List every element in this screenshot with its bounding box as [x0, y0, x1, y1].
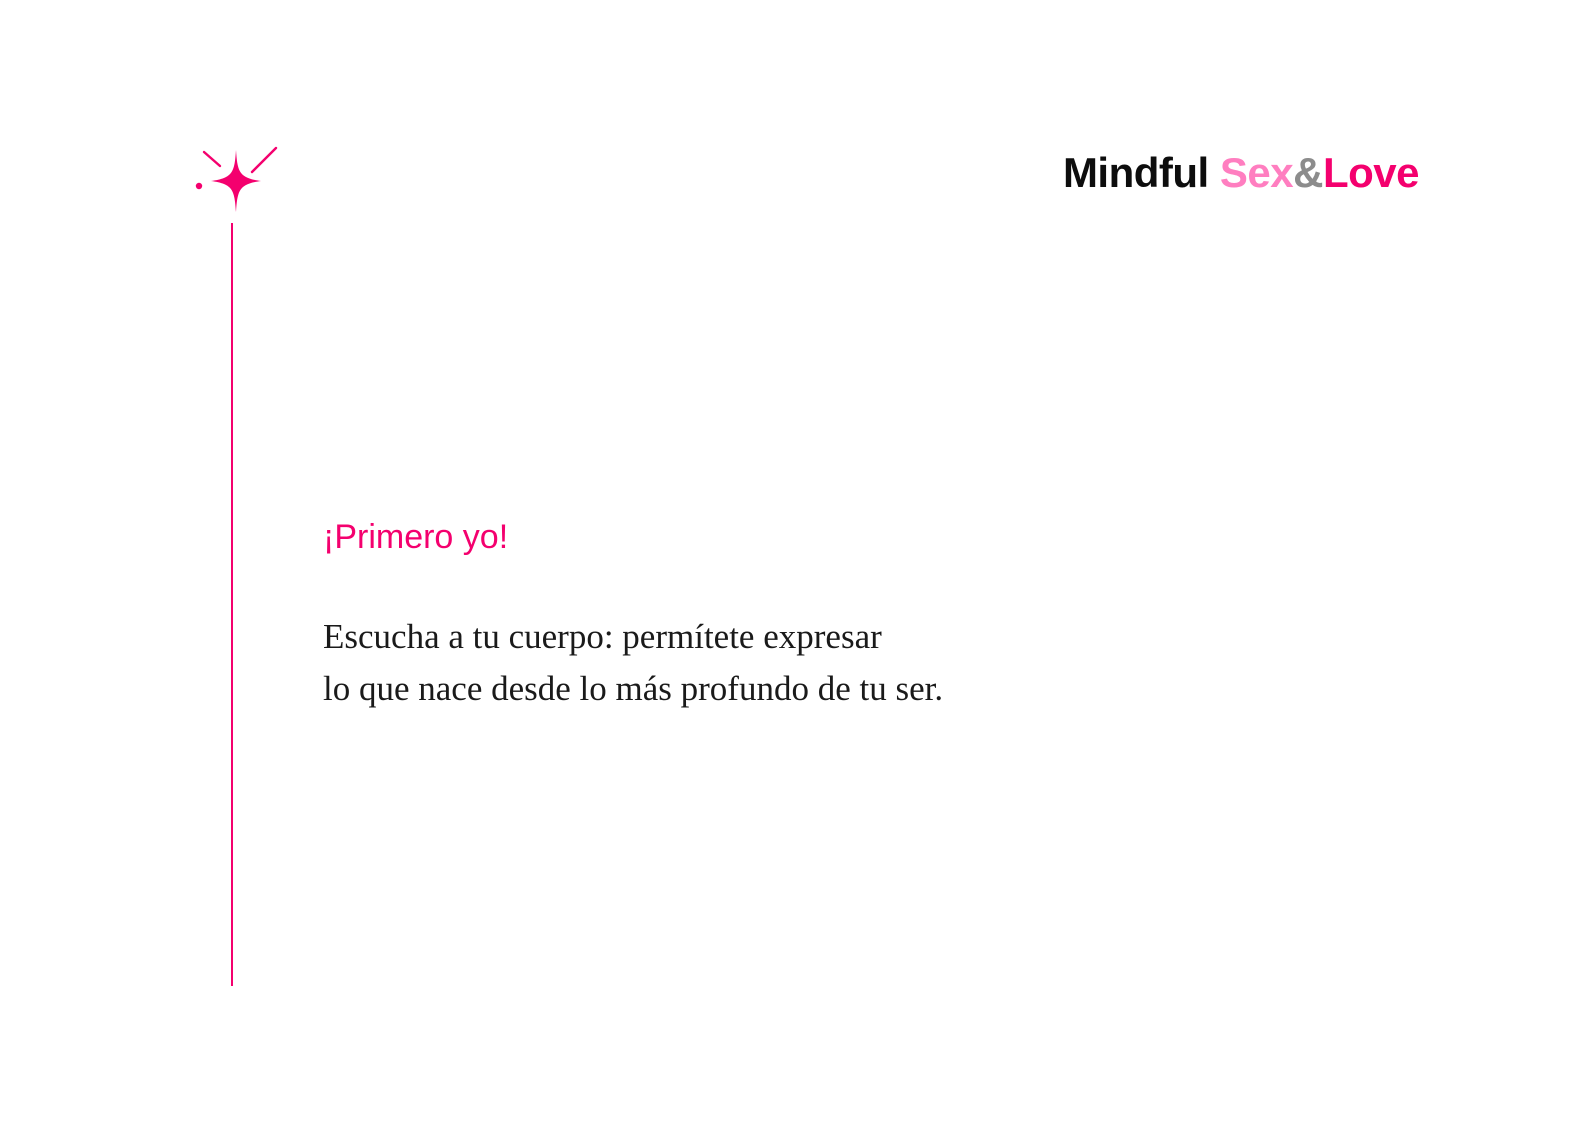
content-block: [323, 515, 1323, 715]
brand-wordmark: [1062, 149, 1419, 196]
eyebrow-heading: ¡Primero yo!: [323, 518, 509, 556]
vertical-accent-rule: [231, 223, 233, 986]
brand-word-mindful: Mindful: [1062, 149, 1209, 196]
body-line-2: lo que nace desde lo más profundo de tu ser.: [323, 668, 944, 708]
body-paragraph: [323, 611, 1323, 715]
brand-word-sex: Sex: [1219, 149, 1294, 196]
body-line-1: Escucha a tu cuerpo: permítete expresar: [323, 617, 882, 657]
brand-ampersand: &: [1293, 149, 1323, 196]
brand-word-love: Love: [1322, 149, 1419, 196]
sparkle-icon: [190, 136, 286, 232]
